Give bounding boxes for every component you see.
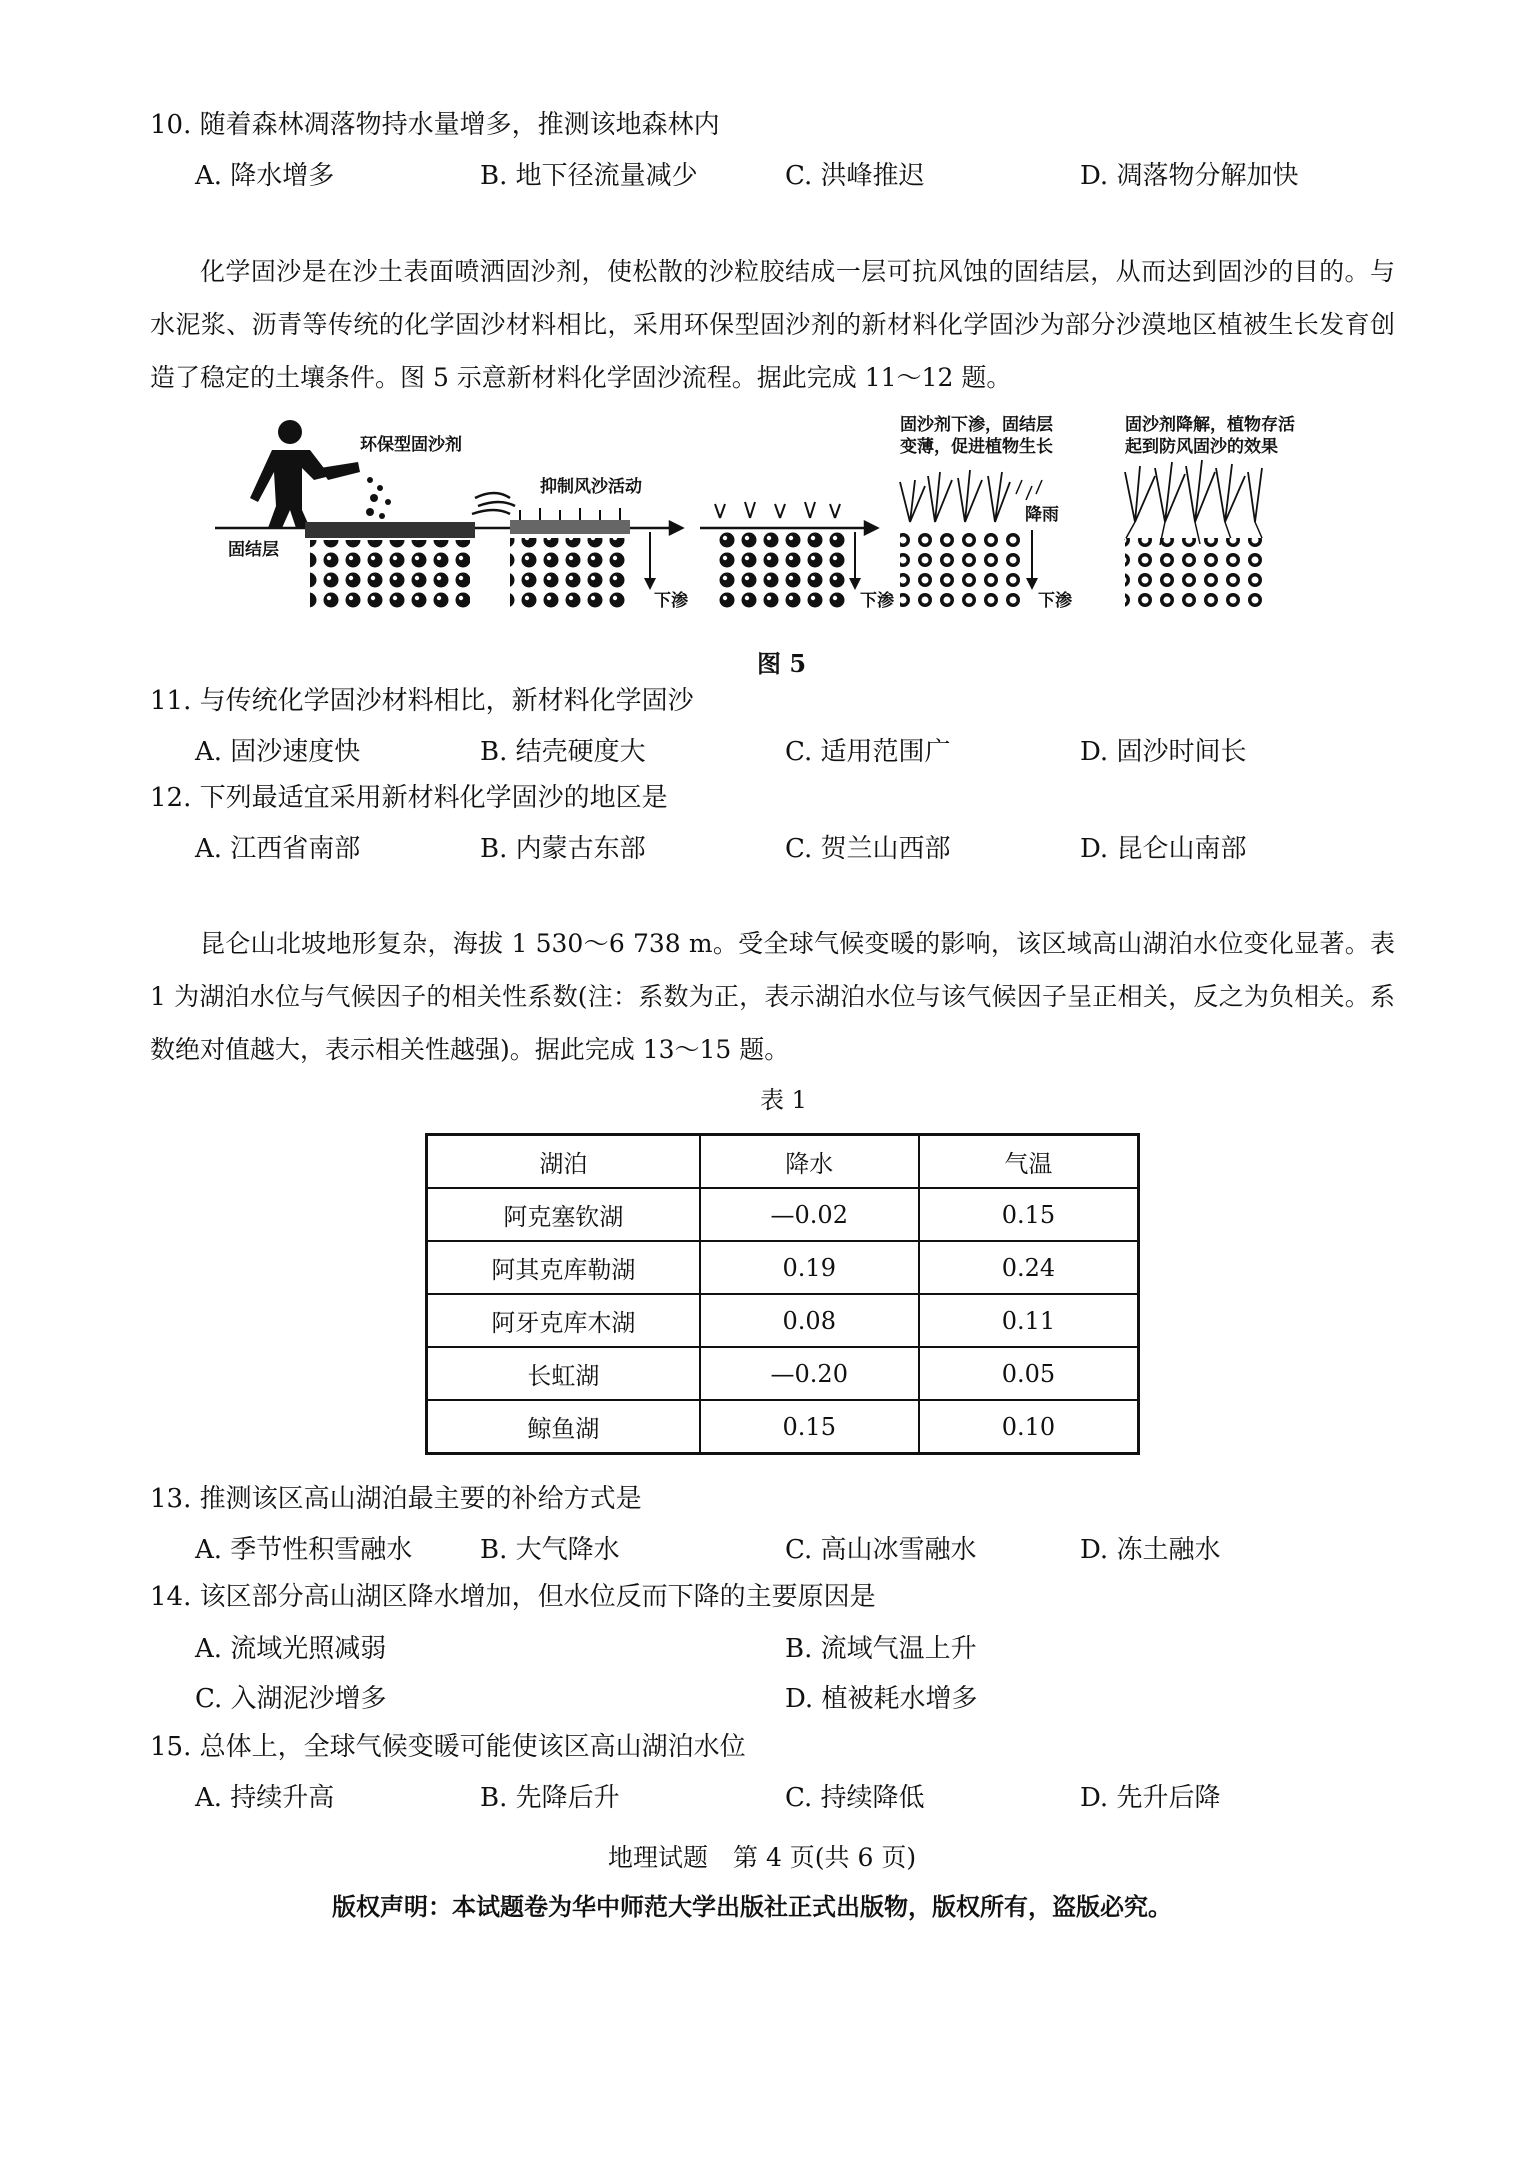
lake-name: 长虹湖 — [427, 1347, 700, 1400]
q12-option-c[interactable]: C. 贺兰山西部 — [785, 834, 951, 864]
question-10-stem: 10. 随着森林凋落物持水量增多，推测该地森林内 — [150, 110, 720, 140]
stage-3-sprouting — [715, 502, 894, 611]
label-crust: 固结层 — [228, 540, 279, 560]
question-14-options-row1 — [195, 1628, 1345, 1664]
q13-option-a[interactable]: A. 季节性积雪融水 — [195, 1535, 413, 1565]
q11-option-d[interactable]: D. 固沙时间长 — [1080, 737, 1247, 767]
q15-option-b[interactable]: B. 先降后升 — [480, 1783, 620, 1813]
temp-coef: 0.05 — [919, 1347, 1139, 1400]
sand-grains-3 — [715, 532, 845, 610]
question-14-stem: 14. 该区部分高山湖区降水增加，但水位反而下降的主要原因是 — [150, 1582, 876, 1612]
sand-grains-2 — [510, 538, 630, 610]
q14-option-a[interactable]: A. 流域光照减弱 — [195, 1634, 387, 1664]
table-1 — [425, 1133, 1140, 1455]
question-13-options — [195, 1529, 1345, 1565]
temp-coef: 0.10 — [919, 1400, 1139, 1454]
lake-name: 鲸鱼湖 — [427, 1400, 700, 1454]
q14-option-b[interactable]: B. 流域气温上升 — [785, 1634, 977, 1664]
q11-option-a[interactable]: A. 固沙速度快 — [195, 737, 361, 767]
label-seep-3: 下渗 — [1038, 591, 1072, 611]
sprouts-icon — [715, 502, 840, 518]
precip-coef: 0.15 — [700, 1400, 919, 1454]
q14-option-d[interactable]: D. 植被耗水增多 — [785, 1684, 978, 1714]
label-suppress: 抑制风沙活动 — [540, 477, 642, 497]
copyright-notice: 版权声明：本试题卷为华中师范大学出版社正式出版物，版权所有，盗版必究。 — [332, 1892, 1172, 1921]
precip-coef: —0.02 — [700, 1188, 919, 1241]
rain-icon — [1016, 480, 1042, 500]
grass-icon — [900, 470, 1010, 522]
page-footer: 地理试题 第 4 页(共 6 页) — [608, 1843, 917, 1872]
wind-icon — [472, 493, 515, 514]
question-11-stem: 11. 与传统化学固沙材料相比，新材料化学固沙 — [150, 686, 694, 716]
question-14-options-row2 — [195, 1678, 1345, 1714]
table-row — [427, 1347, 1139, 1400]
q15-option-c[interactable]: C. 持续降低 — [785, 1783, 925, 1813]
sand-grains-5 — [1125, 538, 1265, 610]
person-icon — [250, 450, 330, 528]
q13-option-d[interactable]: D. 冻土融水 — [1080, 1535, 1221, 1565]
label-seep-2: 下渗 — [860, 591, 894, 611]
crust-layer — [305, 522, 475, 538]
q12-option-a[interactable]: A. 江西省南部 — [195, 834, 361, 864]
table-row — [427, 1294, 1139, 1347]
q12-option-b[interactable]: B. 内蒙古东部 — [480, 834, 646, 864]
q10-option-c[interactable]: C. 洪峰推迟 — [785, 161, 925, 191]
passage-kunlun-lakes: 昆仑山北坡地形复杂，海拔 1 530～6 738 m。受全球气候变暖的影响，该区域高山湖泊水位变化显著。表 1 为湖泊水位与气候因子的相关性系数(注：系数为正，表示湖泊水位与该气候因子呈正相关，反之为负相关。系数绝对值越大，表示相关性越强)。据此完成 13～15 题。 — [150, 929, 1395, 1064]
question-12-stem: 12. 下列最适宜采用新材料化学固沙的地区是 — [150, 783, 668, 813]
stage-1-spraying — [228, 420, 475, 610]
figure-5-diagram — [210, 410, 1350, 620]
header-precipitation: 降水 — [700, 1135, 919, 1189]
question-15-stem: 15. 总体上，全球气候变暖可能使该区高山湖泊水位 — [150, 1732, 746, 1762]
table-header-row — [427, 1135, 1139, 1189]
table-row — [427, 1400, 1139, 1454]
label-stage4-line1: 固沙剂下渗，固结层 — [900, 415, 1053, 435]
q11-option-c[interactable]: C. 适用范围广 — [785, 737, 951, 767]
crust-layer-2 — [510, 520, 630, 534]
passage-chemical-sand-fixation: 化学固沙是在沙土表面喷洒固沙剂，使松散的沙粒胶结成一层可抗风蚀的固结层，从而达到固沙的目的。与水泥浆、沥青等传统的化学固沙材料相比，采用环保型固沙剂的新材料化学固沙为部分沙漠地区植被生长发育创造了稳定的土壤条件。图 5 示意新材料化学固沙流程。据此完成 11～12 题。 — [150, 257, 1395, 392]
question-10-options — [195, 155, 1345, 191]
q10-option-a[interactable]: A. 降水增多 — [195, 161, 335, 191]
label-rain: 降雨 — [1025, 505, 1059, 525]
stage-5-plants-survive — [1125, 414, 1295, 610]
q15-option-d[interactable]: D. 先升后降 — [1080, 1783, 1221, 1813]
label-stage5-line2: 起到防风固沙的效果 — [1125, 437, 1278, 457]
precip-coef: 0.08 — [700, 1294, 919, 1347]
sand-grains-4 — [900, 532, 1025, 610]
watering-can-icon — [320, 462, 360, 480]
figure-5-caption: 图 5 — [757, 649, 807, 678]
q14-option-c[interactable]: C. 入湖泥沙增多 — [195, 1684, 387, 1714]
temp-coef: 0.24 — [919, 1241, 1139, 1294]
spray-drops-icon — [366, 477, 391, 519]
header-lake: 湖泊 — [427, 1135, 700, 1189]
label-eco-agent: 环保型固沙剂 — [360, 435, 462, 455]
q13-option-b[interactable]: B. 大气降水 — [480, 1535, 620, 1565]
sand-grains — [310, 540, 470, 610]
table-1-caption: 表 1 — [760, 1086, 807, 1114]
q10-option-d[interactable]: D. 凋落物分解加快 — [1080, 161, 1299, 191]
label-seep-1: 下渗 — [654, 591, 688, 611]
lake-name: 阿克塞钦湖 — [427, 1188, 700, 1241]
q12-option-d[interactable]: D. 昆仑山南部 — [1080, 834, 1247, 864]
precip-coef: —0.20 — [700, 1347, 919, 1400]
header-temperature: 气温 — [919, 1135, 1139, 1189]
stage-2-suppress-wind — [472, 476, 688, 611]
label-stage5-line1: 固沙剂降解，植物存活 — [1125, 415, 1295, 435]
table-row — [427, 1188, 1139, 1241]
q10-option-b[interactable]: B. 地下径流量减少 — [480, 161, 698, 191]
person-head — [278, 420, 302, 444]
precip-coef: 0.19 — [700, 1241, 919, 1294]
question-15-options — [195, 1777, 1345, 1813]
dense-grass-icon — [1125, 460, 1262, 522]
table-row — [427, 1241, 1139, 1294]
lake-name: 阿牙克库木湖 — [427, 1294, 700, 1347]
seedlings-icon — [520, 508, 620, 522]
temp-coef: 0.11 — [919, 1294, 1139, 1347]
question-13-stem: 13. 推测该区高山湖泊最主要的补给方式是 — [150, 1484, 642, 1514]
label-stage4-line2: 变薄，促进植物生长 — [900, 437, 1053, 457]
temp-coef: 0.15 — [919, 1188, 1139, 1241]
q11-option-b[interactable]: B. 结壳硬度大 — [480, 737, 646, 767]
lake-name: 阿其克库勒湖 — [427, 1241, 700, 1294]
q15-option-a[interactable]: A. 持续升高 — [195, 1783, 335, 1813]
question-12-options — [195, 828, 1345, 864]
question-11-options — [195, 731, 1345, 767]
stage-4-plants-grow — [900, 414, 1072, 611]
q13-option-c[interactable]: C. 高山冰雪融水 — [785, 1535, 977, 1565]
